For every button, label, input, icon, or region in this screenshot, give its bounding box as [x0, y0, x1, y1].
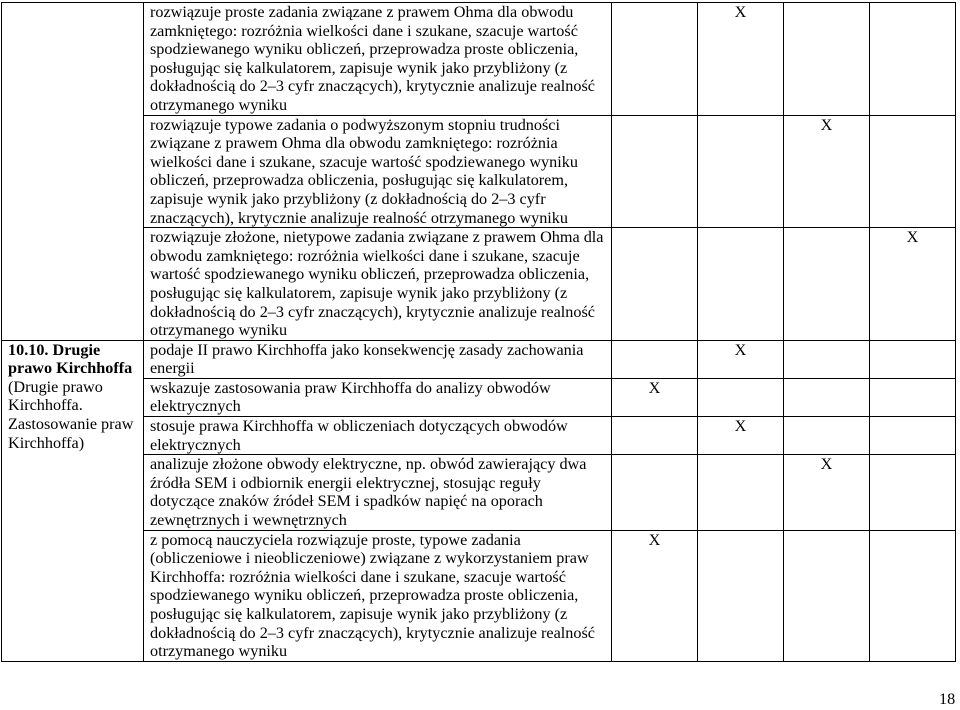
requirement-line: spodziewanego wyniku obliczeń, przeprowadza proste obliczenia, — [150, 40, 579, 59]
level-mark-cell: X — [698, 340, 784, 378]
topic-subtitle-line: Kirchhoffa) — [8, 433, 85, 452]
topic-subtitle-line: Kirchhoffa. — [8, 396, 83, 415]
requirement-line: posługując się kalkulatorem, zapisuje wynik jako przybliżony (z — [150, 605, 568, 623]
requirement-line: posługując się kalkulatorem, zapisuje wynik jako przybliżony (z — [150, 58, 568, 77]
requirement-line: stosuje prawa Kirchhoffa w obliczeniach dotyczących obwodów — [150, 417, 568, 436]
topic-cell — [2, 340, 144, 661]
requirement-line: rozwiązuje typowe zadania o podwyższonym stopniu trudności — [150, 115, 560, 134]
level-mark-cell: X — [698, 417, 784, 455]
requirement-line: zamkniętego: rozróżnia wielkości dane i szukane, szacuje wartość — [150, 21, 578, 40]
requirement-line: wielkości dane i szukane, szacuje wartość spodziewanego wyniku — [150, 152, 578, 171]
requirement-line: spodziewanego wyniku obliczeń, przeprowadza proste obliczenia, — [150, 586, 579, 605]
level-mark-cell — [870, 378, 956, 416]
requirement-row — [2, 115, 956, 228]
requirement-cell — [144, 417, 612, 455]
requirement-line: znaczących), krytycznie analizuje realność otrzymanego wyniku — [150, 208, 568, 227]
level-mark-cell — [698, 228, 784, 341]
requirement-row — [2, 417, 956, 455]
requirement-cell — [144, 228, 612, 341]
topic-subtitle-line: Zastosowanie praw — [8, 415, 134, 434]
level-mark-cell — [698, 530, 784, 661]
page-number: 18 — [939, 690, 956, 708]
requirement-row — [2, 455, 956, 530]
requirement-line: obwodu zamkniętego: rozróżnia wielkości dane i szukane, szacuje — [150, 246, 580, 265]
requirement-row — [2, 530, 956, 661]
requirement-line: Kirchhoffa: rozróżnia wielkości dane i szukane, szacuje wartość — [150, 567, 566, 586]
level-mark-cell — [784, 340, 870, 378]
requirement-line: dokładnością do 2–3 cyfr znaczących), krytycznie analizuje realność — [150, 77, 595, 96]
requirement-line: elektrycznych — [150, 397, 241, 416]
level-mark-cell: X — [784, 115, 870, 228]
requirement-line: zewnętrznych i wewnętrznych — [150, 511, 347, 530]
requirement-line: dotyczące znaków źródeł SEM i spadków napięć na oporach — [150, 492, 543, 511]
requirement-line: podaje II prawo Kirchhoffa jako konsekwencję zasady zachowania — [150, 340, 584, 359]
level-mark-cell — [870, 455, 956, 530]
requirement-line: rozwiązuje złożone, nietypowe zadania związane z prawem Ohma dla — [150, 228, 604, 247]
level-mark-cell — [870, 3, 956, 116]
requirement-line: związane z prawem Ohma dla obwodu zamkniętego: rozróżnia — [150, 134, 558, 153]
requirement-cell — [144, 378, 612, 416]
requirement-cell — [144, 3, 612, 116]
level-mark-cell — [784, 3, 870, 116]
level-mark-cell — [870, 340, 956, 378]
level-mark-cell — [612, 228, 698, 341]
level-mark-cell — [612, 3, 698, 116]
level-mark-cell — [870, 115, 956, 228]
requirement-line: posługując się kalkulatorem, zapisuje wynik jako przybliżony (z — [150, 283, 568, 302]
requirement-line: otrzymanego wyniku — [150, 95, 288, 114]
requirement-line: wskazuje zastosowania praw Kirchhoffa do analizy obwodów — [150, 378, 551, 397]
requirement-line: obliczeń, przeprowadza obliczenia, posługując się kalkulatorem, — [150, 171, 569, 190]
requirement-row — [2, 378, 956, 416]
requirement-line: otrzymanego wyniku — [150, 321, 288, 340]
topic-title-line: 10.10. Drugie — [8, 340, 101, 359]
level-mark-cell — [870, 417, 956, 455]
level-mark-cell: X — [698, 3, 784, 116]
requirement-line: (obliczeniowe i nieobliczeniowe) związane z wykorzystaniem praw — [150, 549, 589, 568]
requirement-line: rozwiązuje proste zadania związane z prawem Ohma dla obwodu — [150, 3, 574, 21]
requirement-cell — [144, 340, 612, 378]
requirement-row — [2, 228, 956, 341]
level-mark-cell — [698, 455, 784, 530]
topic-cell-continued — [2, 3, 144, 341]
requirement-cell — [144, 115, 612, 228]
level-mark-cell — [612, 115, 698, 228]
requirement-line: źródła SEM i odbiornik energii elektrycznej, stosując reguły — [150, 473, 541, 492]
topic-title-line: prawo Kirchhoffa — [8, 359, 133, 378]
requirement-line: analizuje złożone obwody elektryczne, np. obwód zawierający dwa — [150, 455, 587, 474]
requirement-row — [2, 3, 956, 116]
requirement-cell — [144, 530, 612, 661]
requirement-line: zapisuje wynik jako przybliżony (z dokładnością do 2–3 cyfr — [150, 189, 546, 208]
requirement-line: dokładnością do 2–3 cyfr znaczących), krytycznie analizuje realność — [150, 623, 595, 642]
level-mark-cell — [784, 417, 870, 455]
level-mark-cell — [612, 455, 698, 530]
level-mark-cell: X — [870, 228, 956, 341]
level-mark-cell — [870, 530, 956, 661]
level-mark-cell: X — [784, 455, 870, 530]
level-mark-cell — [784, 530, 870, 661]
requirement-cell — [144, 455, 612, 530]
requirement-line: dokładnością do 2–3 cyfr znaczących), krytycznie analizuje realność — [150, 302, 595, 321]
requirements-table — [1, 2, 956, 662]
level-mark-cell — [698, 115, 784, 228]
requirement-line: energii — [150, 359, 195, 378]
level-mark-cell — [612, 340, 698, 378]
requirement-line: wartość spodziewanego wyniku obliczeń, przeprowadza obliczenia, — [150, 265, 590, 284]
level-mark-cell: X — [612, 530, 698, 661]
requirement-row — [2, 340, 956, 378]
level-mark-cell — [698, 378, 784, 416]
topic-subtitle-line: (Drugie prawo — [8, 377, 103, 396]
level-mark-cell — [784, 378, 870, 416]
requirement-line: otrzymanego wyniku — [150, 642, 288, 661]
requirement-line: z pomocą nauczyciela rozwiązuje proste, typowe zadania — [150, 530, 521, 549]
level-mark-cell — [612, 417, 698, 455]
level-mark-cell: X — [612, 378, 698, 416]
level-mark-cell — [784, 228, 870, 341]
requirement-line: elektrycznych — [150, 435, 241, 454]
